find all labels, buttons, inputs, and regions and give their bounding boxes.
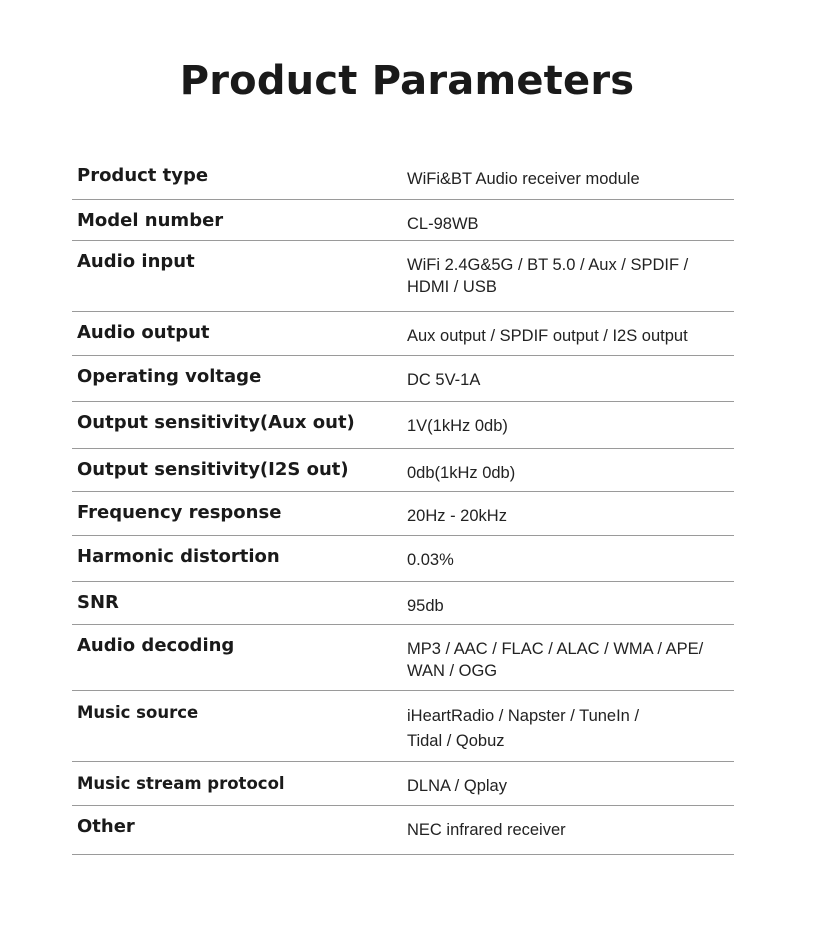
table-row bbox=[72, 492, 734, 536]
table-row bbox=[72, 402, 734, 449]
table-row bbox=[72, 691, 734, 762]
row-value bbox=[407, 595, 732, 617]
value-line: WAN / OGG bbox=[407, 662, 498, 680]
value-line: HDMI / USB bbox=[407, 278, 497, 296]
row-value bbox=[407, 505, 732, 527]
value-line: Aux output / SPDIF output / I2S output bbox=[407, 327, 688, 345]
row-value bbox=[407, 325, 732, 347]
table-row bbox=[72, 762, 734, 806]
row-label: Other bbox=[77, 816, 135, 837]
row-label: Audio input bbox=[77, 251, 195, 272]
row-value bbox=[407, 168, 732, 190]
row-label: Operating voltage bbox=[77, 366, 262, 387]
table-row bbox=[72, 356, 734, 402]
value-line: 20Hz - 20kHz bbox=[407, 507, 507, 525]
row-label: SNR bbox=[77, 592, 119, 613]
row-label: Music stream protocol bbox=[77, 774, 285, 793]
value-line: WiFi&BT Audio receiver module bbox=[407, 170, 640, 188]
row-value bbox=[407, 254, 732, 298]
table-row bbox=[72, 155, 734, 200]
row-label: Product type bbox=[77, 165, 209, 186]
row-label: Harmonic distortion bbox=[77, 546, 280, 567]
value-line: NEC infrared receiver bbox=[407, 821, 566, 839]
table-row bbox=[72, 625, 734, 691]
row-value bbox=[407, 462, 732, 484]
row-value bbox=[407, 213, 732, 235]
table-row bbox=[72, 582, 734, 625]
table-row bbox=[72, 449, 734, 492]
row-value bbox=[407, 369, 732, 391]
row-label: Output sensitivity(I2S out) bbox=[77, 459, 349, 480]
table-row bbox=[72, 312, 734, 356]
row-label: Model number bbox=[77, 210, 224, 231]
row-value bbox=[407, 638, 732, 682]
value-line: DLNA / Qplay bbox=[407, 777, 507, 795]
value-line: WiFi 2.4G&5G / BT 5.0 / Aux / SPDIF / bbox=[407, 256, 689, 274]
value-line: CL-98WB bbox=[407, 215, 479, 233]
page-title: Product Parameters bbox=[179, 58, 635, 104]
value-line: iHeartRadio / Napster / TuneIn / bbox=[407, 707, 640, 725]
row-label: Audio output bbox=[77, 322, 210, 343]
row-value bbox=[407, 775, 732, 797]
table-row bbox=[72, 806, 734, 855]
table-row bbox=[72, 241, 734, 312]
row-label: Output sensitivity(Aux out) bbox=[77, 412, 355, 433]
row-label: Frequency response bbox=[77, 502, 282, 523]
value-line: Tidal / Qobuz bbox=[407, 732, 505, 750]
row-value bbox=[407, 549, 732, 571]
row-value bbox=[407, 819, 732, 841]
row-value bbox=[407, 704, 732, 754]
value-line: 95db bbox=[407, 597, 444, 615]
value-line: DC 5V-1A bbox=[407, 371, 481, 389]
value-line: 1V(1kHz 0db) bbox=[407, 417, 508, 435]
value-line: 0db(1kHz 0db) bbox=[407, 464, 516, 482]
row-value bbox=[407, 415, 732, 437]
parameters-table bbox=[72, 155, 734, 855]
row-label: Music source bbox=[77, 703, 199, 722]
value-line: MP3 / AAC / FLAC / ALAC / WMA / APE/ bbox=[407, 640, 704, 658]
table-row bbox=[72, 200, 734, 241]
row-label: Audio decoding bbox=[77, 635, 235, 656]
table-row bbox=[72, 536, 734, 582]
value-line: 0.03% bbox=[407, 551, 454, 569]
